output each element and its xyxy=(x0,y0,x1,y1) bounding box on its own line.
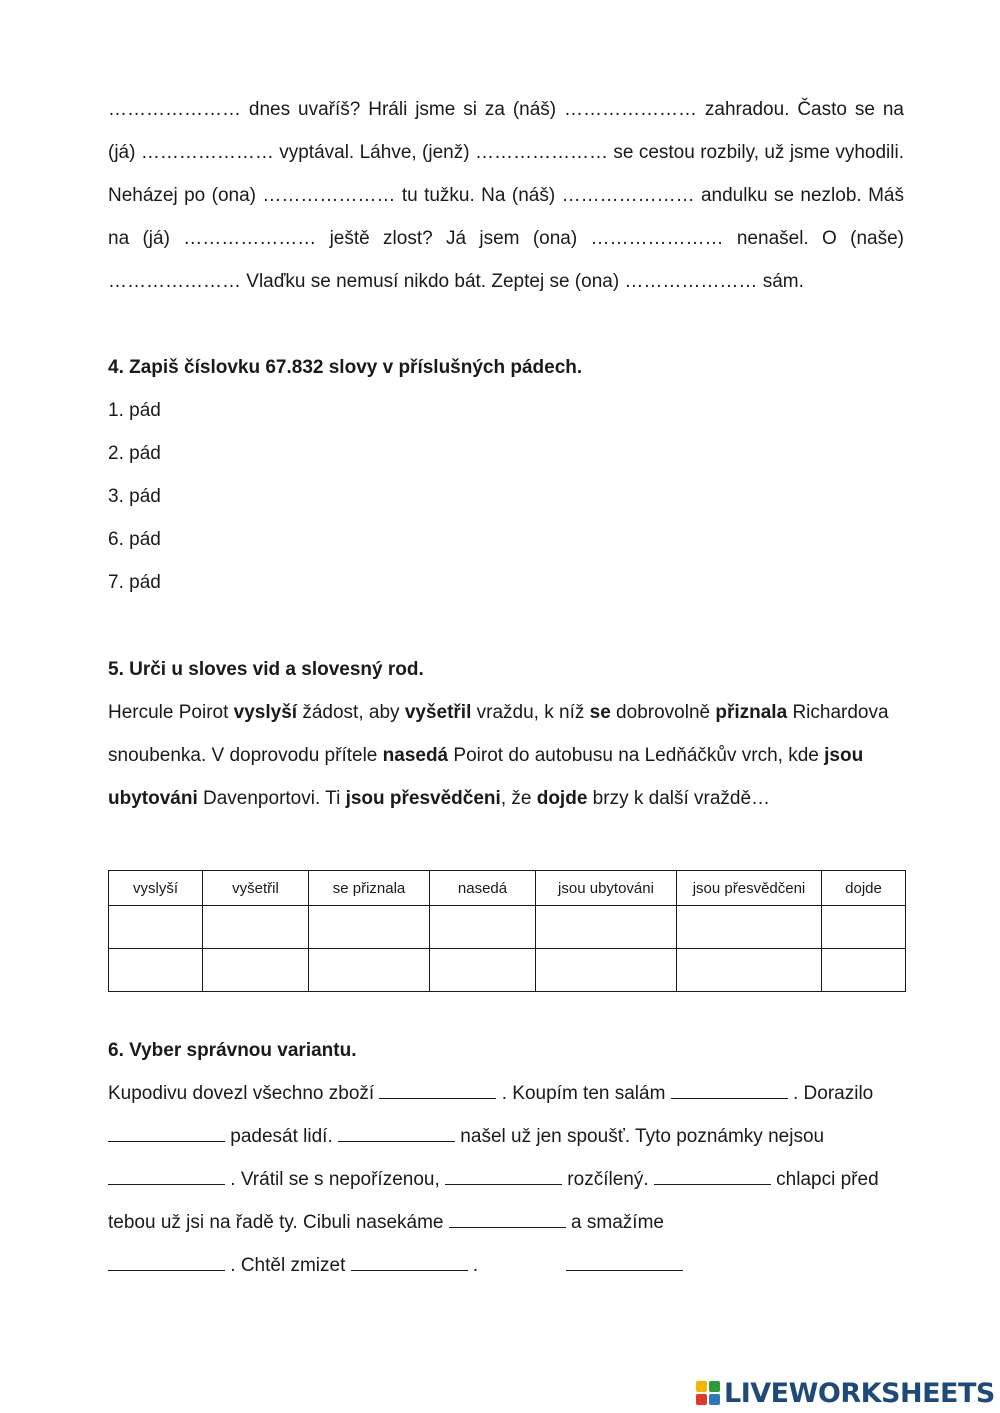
answer-blank[interactable] xyxy=(445,1166,562,1185)
exercise-4-heading: 4. Zapiš číslovku 67.832 slovy v příslušných pádech. xyxy=(108,357,583,378)
case-line-7: 7. pád xyxy=(108,572,161,593)
text-span: rozčílený. xyxy=(562,1169,654,1190)
table-row xyxy=(109,949,906,992)
verb-dojde: dojde xyxy=(536,788,588,809)
text-span: vraždu, k níž xyxy=(471,702,590,723)
text-span: chlapci před tebou už jsi na řadě ty. Cibuli nasekáme xyxy=(108,1169,879,1233)
text-span: Davenportovi. Ti xyxy=(197,788,346,809)
answer-blank[interactable] xyxy=(566,1252,683,1271)
answer-cell[interactable] xyxy=(822,949,906,992)
logo-square-green xyxy=(709,1381,720,1392)
liveworksheets-logo-icon xyxy=(696,1381,720,1405)
case-line-6: 6. pád xyxy=(108,529,161,550)
exercise-3-text xyxy=(108,88,904,303)
verb-priznala: přiznala xyxy=(715,702,788,723)
answer-cell[interactable] xyxy=(677,906,822,949)
answer-cell[interactable] xyxy=(822,906,906,949)
exercise-6-heading: 6. Vyber správnou variantu. xyxy=(108,1040,357,1061)
verb-vyslysi: vyslyší xyxy=(233,702,298,723)
text-span: žádost, aby xyxy=(297,702,405,723)
text-span: Poirot do autobusu na Ledňáčkův vrch, kde xyxy=(448,745,825,766)
case-line-2: 2. pád xyxy=(108,443,161,464)
column-header: vyšetřil xyxy=(203,871,309,906)
answer-blank[interactable] xyxy=(379,1080,496,1099)
exercise-5-text xyxy=(108,691,898,820)
column-header: se přiznala xyxy=(309,871,430,906)
logo-text: LIVEWORKSHEETS xyxy=(724,1377,995,1409)
answer-cell[interactable] xyxy=(430,949,536,992)
verb-jsou-ubytovani: jsou ubytováni xyxy=(108,745,864,809)
answer-cell[interactable] xyxy=(430,906,536,949)
text-span: Hercule Poirot xyxy=(108,702,234,723)
text-span: a smažíme xyxy=(565,1212,664,1233)
answer-blank[interactable] xyxy=(108,1252,225,1271)
answer-blank[interactable] xyxy=(338,1123,455,1142)
exercise-5-heading: 5. Urči u sloves vid a slovesný rod. xyxy=(108,659,424,680)
text-span: . Dorazilo xyxy=(787,1083,874,1104)
text-span: . Chtěl zmizet xyxy=(225,1255,351,1276)
answer-cell[interactable] xyxy=(203,906,309,949)
logo-square-yellow xyxy=(696,1381,707,1392)
answer-blank[interactable] xyxy=(671,1080,788,1099)
answer-cell[interactable] xyxy=(109,906,203,949)
text-span: . Vrátil se s nepořízenou, xyxy=(225,1169,446,1190)
text-span: dobrovolně xyxy=(610,702,716,723)
logo-square-red xyxy=(696,1394,707,1405)
answer-cell[interactable] xyxy=(677,949,822,992)
answer-blank[interactable] xyxy=(108,1166,225,1185)
column-header: jsou přesvědčeni xyxy=(677,871,822,906)
table-header-row xyxy=(109,871,906,906)
verb-naseda: nasedá xyxy=(382,745,449,766)
text-span: . Koupím ten salám xyxy=(496,1083,671,1104)
text-span: . xyxy=(467,1255,479,1276)
verb-vysetril: vyšetřil xyxy=(404,702,472,723)
exercise-6-text xyxy=(108,1072,898,1287)
answer-cell[interactable] xyxy=(536,949,677,992)
answer-cell[interactable] xyxy=(309,906,430,949)
verb-se: se xyxy=(589,702,611,723)
column-header: nasedá xyxy=(430,871,536,906)
case-line-1: 1. pád xyxy=(108,400,161,421)
table-row xyxy=(109,906,906,949)
answer-cell[interactable] xyxy=(203,949,309,992)
text-span: našel už jen spoušť. Tyto poznámky nejsou xyxy=(455,1126,825,1147)
answer-cell[interactable] xyxy=(536,906,677,949)
exercise-3-paragraph: ………………… dnes uvaříš? Hráli jsme si za (náš) ………………… zahradou. Často se na (já) ………………… vyptával. Láhve, (jenž) ………………… se cestou rozbily, už jsme vyhodili. Neházej po (ona) ………………… tu tužku. Na (náš) ………………… andulku se nezlob. Máš na (já) ………………… ještě zlost? Já jsem (ona) ………………… nenašel. O (naše) ………………… Vlaďku se nemusí nikdo bát. Zeptej se (ona) ………………… sám. xyxy=(108,99,904,292)
column-header: vyslyší xyxy=(109,871,203,906)
logo-square-blue xyxy=(709,1394,720,1405)
answer-blank[interactable] xyxy=(654,1166,771,1185)
answer-blank[interactable] xyxy=(351,1252,468,1271)
text-span: padesát lidí. xyxy=(225,1126,339,1147)
text-span: Richardova snoubenka. V doprovodu přítele xyxy=(108,702,889,766)
answer-blank[interactable] xyxy=(449,1209,566,1228)
verb-jsou-presvedceni: jsou přesvědčeni xyxy=(345,788,501,809)
answer-cell[interactable] xyxy=(109,949,203,992)
column-header: jsou ubytováni xyxy=(536,871,677,906)
answer-cell[interactable] xyxy=(309,949,430,992)
case-line-3: 3. pád xyxy=(108,486,161,507)
column-header: dojde xyxy=(822,871,906,906)
liveworksheets-logo xyxy=(696,1378,995,1408)
answer-blank[interactable] xyxy=(108,1123,225,1142)
text-span: Kupodivu dovezl všechno zboží xyxy=(108,1083,380,1104)
verb-aspect-table xyxy=(108,870,906,992)
text-span: , že xyxy=(500,788,537,809)
text-span: brzy k další vraždě… xyxy=(587,788,771,809)
